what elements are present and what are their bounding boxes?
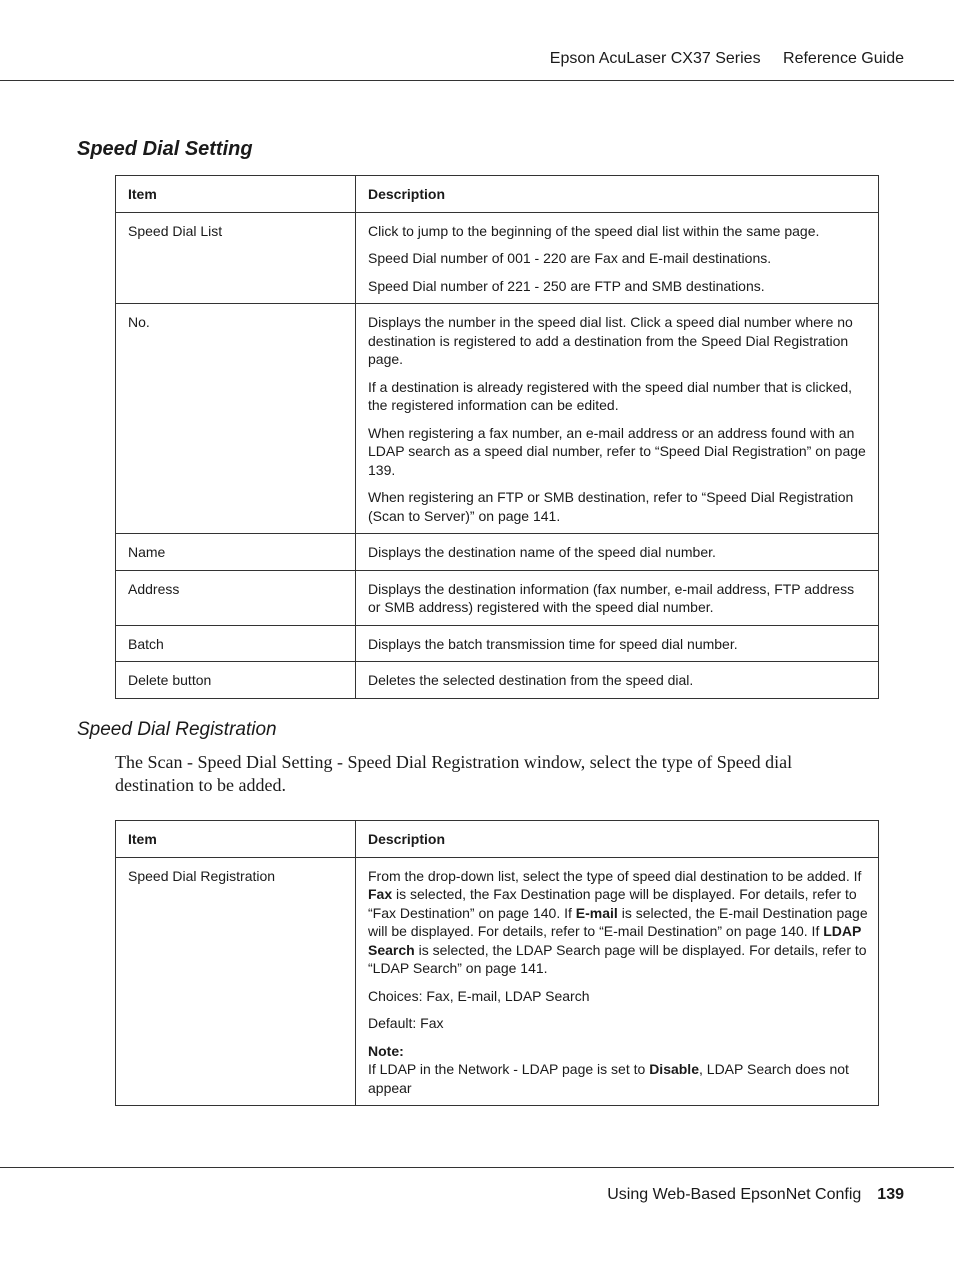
- item-cell: No.: [116, 304, 356, 534]
- col-header-description: Description: [356, 821, 879, 858]
- table-row: [116, 212, 879, 304]
- fax-term: Fax: [368, 886, 393, 902]
- section-title: Speed Dial Setting: [77, 138, 253, 160]
- item-cell: Batch: [116, 625, 356, 662]
- description-cell: [356, 570, 879, 625]
- table-row: [116, 662, 879, 699]
- item-cell: Name: [116, 534, 356, 571]
- table-row: [116, 857, 879, 1106]
- item-cell: Speed Dial Registration: [116, 857, 356, 1106]
- speed-dial-setting-table: [115, 175, 879, 699]
- subsection-title: Speed Dial Registration: [77, 719, 277, 740]
- running-header: [550, 50, 904, 68]
- description-paragraph: Speed Dial number of 221 - 250 are FTP and SMB destinations.: [368, 277, 765, 294]
- item-cell: Delete button: [116, 662, 356, 699]
- default-text: Default: Fax: [368, 1015, 444, 1031]
- description-paragraph: Speed Dial number of 001 - 220 are Fax and E-mail destinations.: [368, 250, 772, 266]
- speed-dial-registration-table: [115, 820, 879, 1106]
- description-paragraph: Click to jump to the beginning of the speed dial list within the same page.: [368, 222, 820, 239]
- item-cell: Speed Dial List: [116, 212, 356, 304]
- header-guide: Reference Guide: [783, 50, 904, 67]
- item-cell: Address: [116, 570, 356, 625]
- description-cell: [356, 857, 879, 1106]
- desc-text: is selected, the Fax Destination page will be displayed. For details, refer to “Fax Destination” on page 140. If: [368, 886, 857, 921]
- col-header-item: Item: [116, 821, 356, 858]
- note-text: , LDAP Search does not appear: [368, 1061, 849, 1096]
- table-row: [116, 625, 879, 662]
- choices-text: Choices: Fax, E-mail, LDAP Search: [368, 987, 590, 1004]
- description-paragraph: Displays the destination name of the speed dial number.: [368, 544, 716, 560]
- table-row: [116, 570, 879, 625]
- col-header-item: Item: [116, 176, 356, 213]
- description-paragraph: Displays the destination information (fax number, e-mail address, FTP address or SMB address) registered with the speed dial number.: [368, 580, 855, 615]
- description-cell: [356, 662, 879, 699]
- note-text: If LDAP in the Network - LDAP page is set to: [368, 1061, 650, 1077]
- description-cell: [356, 625, 879, 662]
- email-term: E-mail: [575, 904, 618, 921]
- note-block: [368, 1042, 868, 1098]
- header-product: Epson AcuLaser CX37 Series: [549, 50, 761, 67]
- description-paragraph: Displays the number in the speed dial list. Click a speed dial number where no destination is registered to add a destination from the Speed Dial Registration page.: [368, 314, 853, 367]
- description-cell: [356, 534, 879, 571]
- page-number: 139: [877, 1186, 904, 1203]
- description-paragraph: [368, 867, 868, 978]
- running-footer: [607, 1186, 904, 1204]
- header-rule: [0, 80, 954, 81]
- intro-paragraph: The Scan - Speed Dial Setting - Speed Dial Registration window, select the type of Speed dial destination to be added.: [115, 752, 793, 795]
- table-header-row: [116, 821, 879, 858]
- description-cell: [356, 304, 879, 534]
- description-cell: [356, 212, 879, 304]
- disable-term: Disable: [649, 1061, 699, 1077]
- col-header-description: Description: [356, 176, 879, 213]
- description-paragraph: If a destination is already registered with the speed dial number that is clicked, the registered information can be edited.: [368, 378, 853, 413]
- table-header-row: [116, 176, 879, 213]
- footer-rule: [0, 1167, 954, 1168]
- description-paragraph: When registering a fax number, an e-mail address or an address found with an LDAP search as a speed dial number, refer to “Speed Dial Registration” on page 139.: [368, 424, 866, 478]
- desc-text: From the drop-down list, select the type of speed dial destination to be added. If: [368, 867, 862, 884]
- description-paragraph: When registering an FTP or SMB destination, refer to “Speed Dial Registration (Scan to Server)” on page 141.: [368, 489, 854, 524]
- footer-chapter: Using Web-Based EpsonNet Config: [607, 1186, 862, 1203]
- desc-text: is selected, the LDAP Search page will be displayed. For details, refer to “LDAP Search” on page 141.: [368, 941, 867, 976]
- table-row: [116, 534, 879, 571]
- note-label: Note:: [368, 1042, 404, 1059]
- table-row: [116, 304, 879, 534]
- desc-text: is selected, the E-mail Destination page will be displayed. For details, refer to “E-mail Destination” on page 140. If: [368, 904, 868, 939]
- ldap-search-term: LDAP Search: [368, 923, 862, 958]
- description-paragraph: Deletes the selected destination from the speed dial.: [368, 672, 694, 688]
- description-paragraph: Displays the batch transmission time for speed dial number.: [368, 635, 738, 652]
